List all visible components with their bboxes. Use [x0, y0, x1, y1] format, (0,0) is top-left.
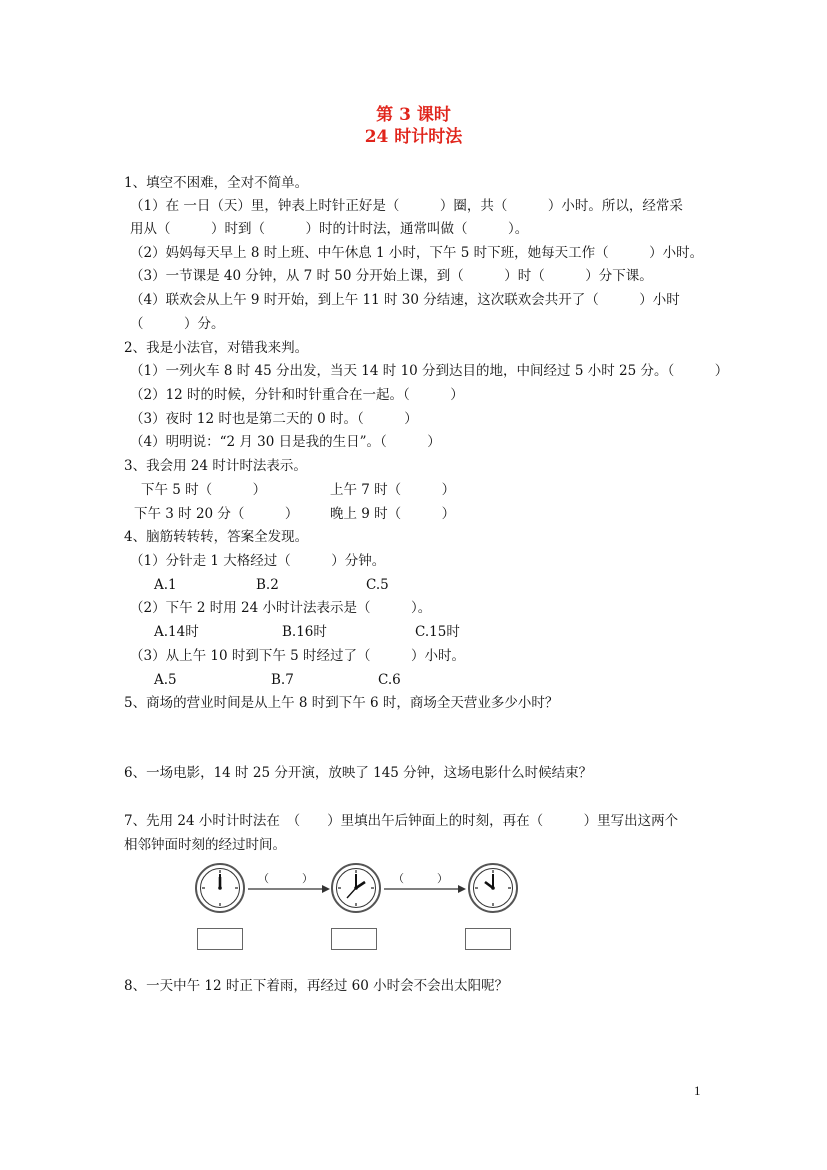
question-1-1-line-b: 用从（ ）时到（ ）时的计时法，通常叫做（ ）。 — [130, 221, 529, 237]
question-3-item-4: 晚上 9 时（ ） — [330, 506, 456, 522]
question-4-1-option-b: B.2 — [256, 577, 279, 593]
question-4-2-option-a: A.14时 — [154, 624, 199, 640]
question-4-2-option-b: B.16时 — [282, 624, 327, 640]
question-4-heading: 4、脑筋转转转，答案全发现。 — [124, 529, 309, 545]
question-3-item-3: 下午 3 时 20 分（ ） — [134, 506, 299, 522]
question-1-4-line-a: （4）联欢会从上午 9 时开始，到上午 11 时 30 分结速，这次联欢会共开了（ ）小时 — [130, 292, 680, 308]
question-2-heading: 2、我是小法官，对错我来判。 — [124, 340, 309, 356]
clock-face-1 — [195, 863, 245, 913]
answer-box-1[interactable] — [197, 928, 243, 950]
answer-box-3[interactable] — [465, 928, 511, 950]
question-5: 5、商场的营业时间是从上午 8 时到下午 6 时，商场全天营业多少小时？ — [124, 695, 559, 711]
question-1-2: （2）妈妈每天早上 8 时上班、中午休息 1 小时，下午 5 时下班，她每天工作（ ）小时。 — [130, 245, 704, 261]
question-6: 6、一场电影，14 时 25 分开演，放映了 145 分钟，这场电影什么时候结束？ — [124, 765, 593, 781]
question-3-heading: 3、我会用 24 时计时法表示。 — [124, 458, 307, 474]
question-4-1-option-c: C.5 — [366, 577, 389, 593]
interval-label-2: （ ） — [393, 872, 448, 885]
question-4-3-option-a: A.5 — [154, 672, 177, 688]
question-1-3: （3）一节课是 40 分钟，从 7 时 50 分开始上课，到（ ）时（ ）分下课。 — [130, 268, 653, 284]
page-number: 1 — [694, 1083, 701, 1098]
answer-box-2[interactable] — [331, 928, 377, 950]
question-7-line-a: 7、先用 24 小时计时法在 （ ）里填出午后钟面上的时刻，再在（ ）里写出这两个 — [124, 813, 679, 829]
arrow-1 — [248, 884, 330, 894]
question-2-1: （1）一列火车 8 时 45 分出发，当天 14 时 10 分到达目的地，中间经过 5 小时 25 分。（ ） — [130, 363, 729, 379]
question-4-3-option-b: B.7 — [271, 672, 294, 688]
question-4-3: （3）从上午 10 时到下午 5 时经过了（ ）小时。 — [130, 648, 466, 664]
page-subtitle: 24 时计时法 — [364, 127, 463, 147]
clock-hands-3 — [470, 865, 516, 911]
question-3-item-1: 下午 5 时（ ） — [141, 482, 267, 498]
question-3-item-2: 上午 7 时（ ） — [330, 482, 456, 498]
question-7-line-b: 相邻钟面时刻的经过时间。 — [124, 837, 286, 853]
question-8: 8、一天中午 12 时正下着雨，再经过 60 小时会不会出太阳呢？ — [124, 978, 509, 994]
clock-hands-2 — [333, 865, 379, 911]
question-1-heading: 1、填空不困难，全对不简单。 — [124, 175, 309, 191]
clock-face-3 — [468, 863, 518, 913]
interval-label-1: （ ） — [258, 872, 313, 885]
question-2-2: （2）12 时的时候，分针和时针重合在一起。（ ） — [130, 387, 464, 403]
question-4-1: （1）分针走 1 大格经过（ ）分钟。 — [130, 553, 386, 569]
clock-face-2 — [331, 863, 381, 913]
question-4-2: （2）下午 2 时用 24 小时计法表示是（ ）。 — [130, 600, 432, 616]
question-4-1-option-a: A.1 — [154, 577, 177, 593]
arrow-2 — [384, 884, 466, 894]
question-2-4: （4）明明说：“2 月 30 日是我的生日”。（ ） — [130, 434, 441, 450]
question-4-2-option-c: C.15时 — [415, 624, 460, 640]
question-2-3: （3）夜时 12 时也是第二天的 0 时。（ ） — [130, 411, 418, 427]
question-1-1-line-a: （1）在 一日（天）里，钟表上时针正好是（ ）圈，共（ ）小时。所以，经常采 — [130, 198, 683, 214]
clock-hands-1 — [197, 865, 243, 911]
page-title: 第 3 课时 — [376, 105, 451, 125]
question-4-3-option-c: C.6 — [378, 672, 401, 688]
question-1-4-line-b: （ ）分。 — [130, 316, 225, 332]
